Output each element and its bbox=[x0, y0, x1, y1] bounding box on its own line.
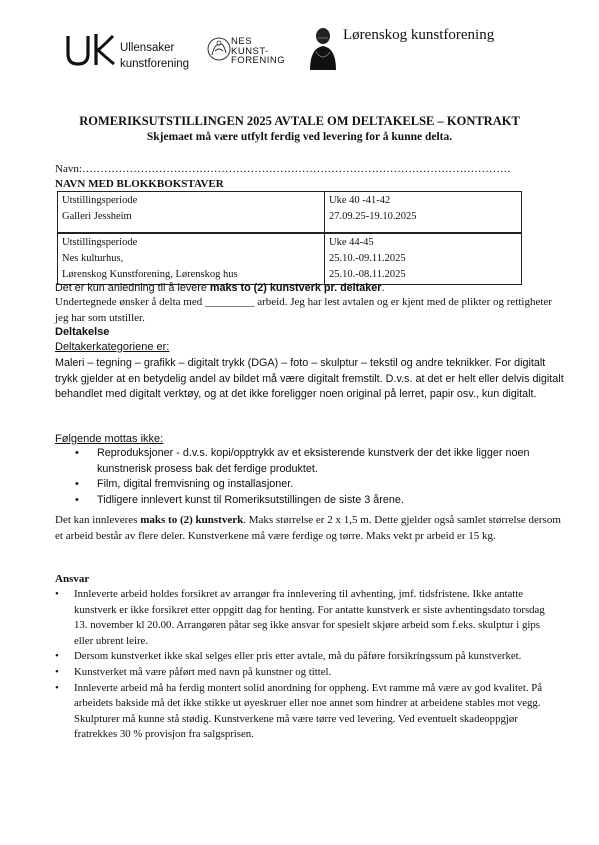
table-cell bbox=[58, 233, 325, 285]
name-caps-label: NAVN MED BLOKKBOKSTAVER bbox=[55, 178, 224, 190]
intro-end: . bbox=[381, 282, 385, 294]
nes-name bbox=[231, 37, 285, 66]
page-subtitle: Skjemaet må være utfylt ferdig ved levering for å kunne delta. bbox=[146, 131, 453, 143]
name-field-line[interactable]: Navn:……………………………………………………………………………………………………… bbox=[55, 163, 511, 175]
list-item: • Dersom kunstverket ikke skal selges eller pris etter avtale, må du påføre forsikringssum på kunstverket. bbox=[57, 649, 557, 665]
cell-line: Lørenskog Kunstforening, Lørenskog hus bbox=[62, 269, 238, 280]
lorenskog-name: Lørenskog kunstforening bbox=[343, 27, 495, 43]
intro-text: Det er kun anledning til å levere bbox=[55, 282, 210, 294]
max-size-paragraph bbox=[55, 513, 565, 544]
table-cell bbox=[325, 233, 522, 285]
lorenskog-logo-figure bbox=[306, 26, 340, 70]
cell-line: Galleri Jessheim bbox=[62, 211, 132, 222]
cell-line: Nes kulturhus, bbox=[62, 253, 124, 264]
list-item: • Innleverte arbeid må ha ferdig montert solid anordning for oppheng. Evt ramme må være av god kvalitet. På arbeidets bakside må det ikke stikke ut øyeskruer eller noe annet som hindrer at arbeidene stables mot vegg. Skulpturer må kunne stå stødig. Kunstverkene må være tørre ved levering. Ved eventuelt skadeoppgjør fratrekkes 30 % provisjon fra salgsprisen. bbox=[57, 681, 557, 743]
table-cell bbox=[325, 192, 522, 234]
max-pre: Det kan innleveres bbox=[55, 514, 141, 526]
list-item: • Film, digital fremvisning og installasjoner. bbox=[75, 477, 545, 493]
max-bold: maks to (2) kunstverk bbox=[140, 514, 244, 526]
section-heading-deltakelse: Deltakelse bbox=[55, 326, 110, 338]
cell-line: Utstillingsperiode bbox=[62, 195, 138, 206]
ullensaker-line1: Ullensaker bbox=[120, 42, 175, 54]
nes-line3: FORENING bbox=[231, 55, 286, 66]
list-item: • Innleverte arbeid holdes forsikret av arrangør fra innlevering til avhenting, jmf. tidsfristene. Ikke antatte kunstverk er ikke forsikret etter oppgitt dag for henting. For antatte kunstverk er siste avhentingsdato torsdag 13. november kl 20.00. Arrangøren påtar seg ikke ansvar for spesielt skjøre arbeid som f.eks. skulptur i gips eller ubrent leire. bbox=[57, 587, 557, 649]
nes-line2: KUNST- bbox=[231, 45, 269, 57]
categories-text: Maleri – tegning – grafikk – digitalt trykk (DGA) – foto – skulptur – tekstil og andre teknikker. For digitalt trykk gjelder at en betydelig andel av bildet må være digitalt fremstilt. D.v.s. at det er helt eller delvis digitalt behandlet med digitalt verktøy, og at det ikke foreligger noen original på lerret, papir osv., kun digitalt. bbox=[55, 357, 564, 401]
cell-line: 25.10.-09.11.2025 bbox=[329, 253, 406, 264]
table-row bbox=[58, 192, 522, 234]
ullensaker-name bbox=[120, 40, 189, 72]
ansvar-list bbox=[57, 587, 557, 743]
intro-bold: maks to (2) kunstverk pr. deltaker bbox=[209, 282, 382, 294]
nes-line1: NES bbox=[231, 36, 253, 47]
cell-line: Uke 40 -41-42 bbox=[329, 195, 391, 206]
categories-heading: Deltakerkategoriene er: bbox=[55, 341, 170, 353]
ullensaker-line2: kunstforening bbox=[120, 58, 190, 70]
not-accepted-heading: Følgende mottas ikke: bbox=[55, 433, 164, 445]
section-heading-ansvar: Ansvar bbox=[55, 573, 90, 585]
list-item: • Kunstverket må være påført med navn på kunstner og tittel. bbox=[57, 665, 557, 681]
page-title: ROMERIKSUTSTILLINGEN 2025 AVTALE OM DELTAKELSE – KONTRAKT bbox=[79, 114, 520, 128]
not-accepted-list bbox=[75, 446, 545, 508]
cell-line: Utstillingsperiode bbox=[62, 237, 138, 248]
cell-line: Uke 44-45 bbox=[329, 237, 374, 248]
max-post: . Maks størrelse er 2 x 1,5 m. Dette gjelder også samlet størrelse dersom et arbeid består av flere deler. Kunstverkene må være ferdige og tørre. Maks vekt pr arbeid er 15 kg. bbox=[55, 514, 561, 542]
cell-line: 25.10.-08.11.2025 bbox=[329, 269, 406, 280]
nes-logo-emblem bbox=[207, 35, 231, 63]
table-row bbox=[58, 233, 522, 285]
ullensaker-logo bbox=[62, 32, 118, 68]
table-cell bbox=[58, 192, 325, 234]
exhibition-period-table bbox=[57, 191, 522, 285]
list-item: • Tidligere innlevert kunst til Romeriksutstillingen de siste 3 årene. bbox=[75, 493, 545, 509]
participation-statement: Undertegnede ønsker å delta med _________ arbeid. Jeg har lest avtalen og er kjent med de plikter og rettigheter jeg har som utstiller. bbox=[55, 296, 552, 324]
list-item: • Reproduksjoner - d.v.s. kopi/opptrykk av et eksisterende kunstverk der det ikke ligger noen kunstnerisk prosess bak det ferdige produktet. bbox=[75, 446, 545, 477]
cell-line: 27.09.25-19.10.2025 bbox=[329, 211, 417, 222]
